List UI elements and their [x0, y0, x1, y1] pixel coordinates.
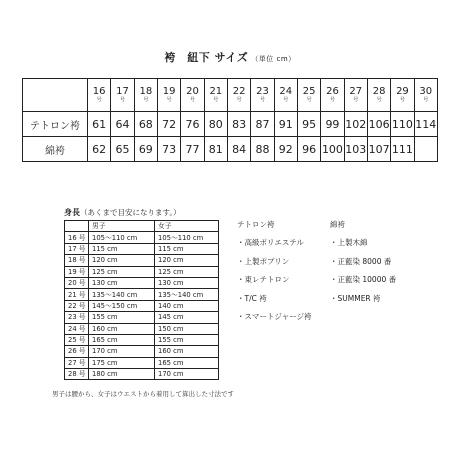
size-value-cell: 77: [181, 137, 204, 162]
height-row: [65, 266, 219, 277]
size-suffix: 号: [399, 97, 405, 103]
height-row: [65, 323, 219, 334]
height-cell: 17 号: [65, 243, 89, 254]
height-row: [65, 346, 219, 357]
size-suffix: 号: [119, 97, 125, 103]
height-cell: 120 cm: [155, 255, 219, 266]
size-header-cell: [297, 79, 320, 112]
height-cell: 21 号: [65, 289, 89, 300]
height-row: [65, 300, 219, 311]
size-value-cell: 83: [227, 112, 250, 137]
size-suffix: 号: [329, 97, 335, 103]
height-row: [65, 369, 219, 380]
size-number: 21: [209, 86, 223, 97]
height-cell: 25 号: [65, 334, 89, 345]
height-title-note: （あくまで目安になります。）: [80, 208, 181, 217]
height-cell: 105～110 cm: [89, 232, 155, 243]
size-number: 29: [396, 86, 409, 97]
size-value-cell: 92: [274, 137, 297, 162]
size-suffix: 号: [306, 97, 312, 103]
row-label: テトロン袴: [23, 112, 88, 137]
height-cell: 130 cm: [89, 277, 155, 288]
height-cell: 125 cm: [155, 266, 219, 277]
size-value-cell: 68: [134, 112, 157, 137]
height-cell: 180 cm: [89, 369, 155, 380]
height-header-cell: 女子: [155, 221, 219, 232]
size-value-cell: [414, 137, 437, 162]
size-number: 22: [232, 86, 246, 97]
height-cell: 150 cm: [155, 323, 219, 334]
fabric-list-tetoron: [237, 219, 312, 331]
height-cell: 125 cm: [89, 266, 155, 277]
size-number: 16: [92, 86, 106, 97]
height-cell: 145～150 cm: [89, 300, 155, 311]
size-value-cell: 103: [344, 137, 367, 162]
size-value-cell: 106: [367, 112, 390, 137]
fabric-item: ・上製木綿: [330, 238, 368, 247]
size-suffix: 号: [376, 97, 382, 103]
height-cell: 28 号: [65, 369, 89, 380]
height-row: [65, 232, 219, 243]
height-cell: 105～110 cm: [155, 232, 219, 243]
size-number: 17: [116, 86, 129, 97]
size-suffix: 号: [423, 97, 429, 103]
fabric-list-title: テトロン袴: [237, 220, 275, 229]
size-value-cell: 80: [204, 112, 227, 137]
page-title-text: 袴 紐下 サイズ: [164, 51, 249, 64]
size-header-cell: [251, 79, 274, 112]
fabric-item: ・正藍染 10000 番: [330, 275, 397, 284]
fabric-item: ・スマートジャージ袴: [237, 312, 312, 321]
height-cell: 140 cm: [155, 300, 219, 311]
size-suffix: 号: [259, 97, 265, 103]
size-number: 19: [162, 86, 176, 97]
height-cell: 145 cm: [155, 312, 219, 323]
height-cell: 160 cm: [155, 346, 219, 357]
height-cell: 120 cm: [89, 255, 155, 266]
size-header-cell: [367, 79, 390, 112]
height-cell: 115 cm: [155, 243, 219, 254]
size-header-cell: [414, 79, 437, 112]
size-header-cell: [88, 79, 111, 112]
size-value-cell: 91: [274, 112, 297, 137]
height-cell: 170 cm: [155, 369, 219, 380]
size-value-cell: 81: [204, 137, 227, 162]
size-value-cell: 76: [181, 112, 204, 137]
height-row: [65, 289, 219, 300]
size-header-cell: [111, 79, 134, 112]
size-header-cell: [274, 79, 297, 112]
size-value-cell: 95: [297, 112, 320, 137]
height-cell: 135～140 cm: [155, 289, 219, 300]
fabric-item: ・正藍染 8000 番: [330, 256, 392, 266]
size-value-cell: 69: [134, 137, 157, 162]
height-table-title: [64, 207, 181, 218]
fabric-item: ・高級ポリエステル: [237, 238, 304, 247]
size-suffix: 号: [166, 97, 172, 103]
height-header-row: [65, 221, 219, 232]
height-cell: 155 cm: [155, 334, 219, 345]
height-cell: 18 号: [65, 255, 89, 266]
size-number: 30: [419, 86, 433, 97]
size-value-cell: 61: [88, 112, 111, 137]
height-row: [65, 277, 219, 288]
height-cell: 115 cm: [89, 243, 155, 254]
height-cell: 24 号: [65, 323, 89, 334]
height-row: [65, 312, 219, 323]
size-value-cell: 96: [297, 137, 320, 162]
height-cell: 16 号: [65, 232, 89, 243]
size-value-cell: 102: [344, 112, 367, 137]
size-suffix: 号: [353, 97, 359, 103]
size-number: 24: [279, 86, 293, 97]
size-number: 23: [256, 86, 269, 97]
height-cell: 130 cm: [155, 277, 219, 288]
height-cell: 23 号: [65, 312, 89, 323]
height-header-cell: [65, 221, 89, 232]
size-header-cell: [134, 79, 157, 112]
size-value-cell: 99: [321, 112, 344, 137]
fabric-list-cotton: [330, 219, 396, 312]
size-header-corner: [23, 79, 88, 112]
size-value-cell: 72: [157, 112, 180, 137]
height-cell: 27 号: [65, 357, 89, 368]
size-suffix: 号: [283, 97, 289, 103]
height-row: [65, 334, 219, 345]
size-suffix: 号: [189, 97, 195, 103]
height-row: [65, 255, 219, 266]
page-title-unit: （単位 cm）: [251, 55, 296, 63]
size-value-cell: 64: [111, 112, 134, 137]
height-cell: 22 号: [65, 300, 89, 311]
size-row-cotton: [23, 137, 438, 162]
size-value-cell: 111: [391, 137, 414, 162]
height-table: [64, 220, 219, 380]
height-cell: 170 cm: [89, 346, 155, 357]
size-value-cell: 110: [391, 112, 414, 137]
size-header-cell: [321, 79, 344, 112]
size-value-cell: 107: [367, 137, 390, 162]
size-header-row: [23, 79, 438, 112]
size-value-cell: 62: [88, 137, 111, 162]
height-cell: 135～140 cm: [89, 289, 155, 300]
height-cell: 160 cm: [89, 323, 155, 334]
height-cell: 155 cm: [89, 312, 155, 323]
size-value-cell: 73: [157, 137, 180, 162]
size-value-cell: 87: [251, 112, 274, 137]
fabric-item: ・T/C 袴: [237, 293, 267, 303]
height-cell: 165 cm: [89, 334, 155, 345]
height-cell: 19 号: [65, 266, 89, 277]
fabric-list-title: 綿袴: [330, 220, 345, 229]
page-title: [0, 49, 460, 65]
fabric-item: ・SUMMER 袴: [330, 293, 381, 303]
size-header-cell: [204, 79, 227, 112]
size-value-cell: 88: [251, 137, 274, 162]
size-header-cell: [344, 79, 367, 112]
size-table: [22, 78, 438, 162]
fabric-item: ・上製ポプリン: [237, 256, 290, 266]
size-number: 18: [139, 86, 153, 97]
size-header-cell: [391, 79, 414, 112]
height-cell: 20 号: [65, 277, 89, 288]
size-header-cell: [157, 79, 180, 112]
height-row: [65, 357, 219, 368]
height-cell: 165 cm: [155, 357, 219, 368]
size-value-cell: 114: [414, 112, 437, 137]
size-header-cell: [227, 79, 250, 112]
row-label: 綿袴: [23, 137, 88, 162]
size-number: 27: [349, 86, 363, 97]
size-value-cell: 100: [321, 137, 344, 162]
size-number: 25: [302, 86, 316, 97]
fabric-item: ・東レテトロン: [237, 275, 290, 284]
size-header-cell: [181, 79, 204, 112]
size-number: 20: [186, 86, 199, 97]
size-suffix: 号: [236, 97, 242, 103]
height-header-cell: 男子: [89, 221, 155, 232]
height-cell: 26 号: [65, 346, 89, 357]
size-suffix: 号: [213, 97, 219, 103]
size-row-tetoron: [23, 112, 438, 137]
footnote: 男子は腰から、女子はウエストから着用して算出した寸法です: [52, 390, 234, 398]
size-suffix: 号: [143, 97, 149, 103]
size-number: 28: [372, 86, 386, 97]
size-value-cell: 84: [227, 137, 250, 162]
size-suffix: 号: [96, 97, 102, 103]
height-title-text: 身長: [64, 208, 80, 217]
size-value-cell: 65: [111, 137, 134, 162]
height-cell: 175 cm: [89, 357, 155, 368]
height-row: [65, 243, 219, 254]
size-number: 26: [326, 86, 339, 97]
